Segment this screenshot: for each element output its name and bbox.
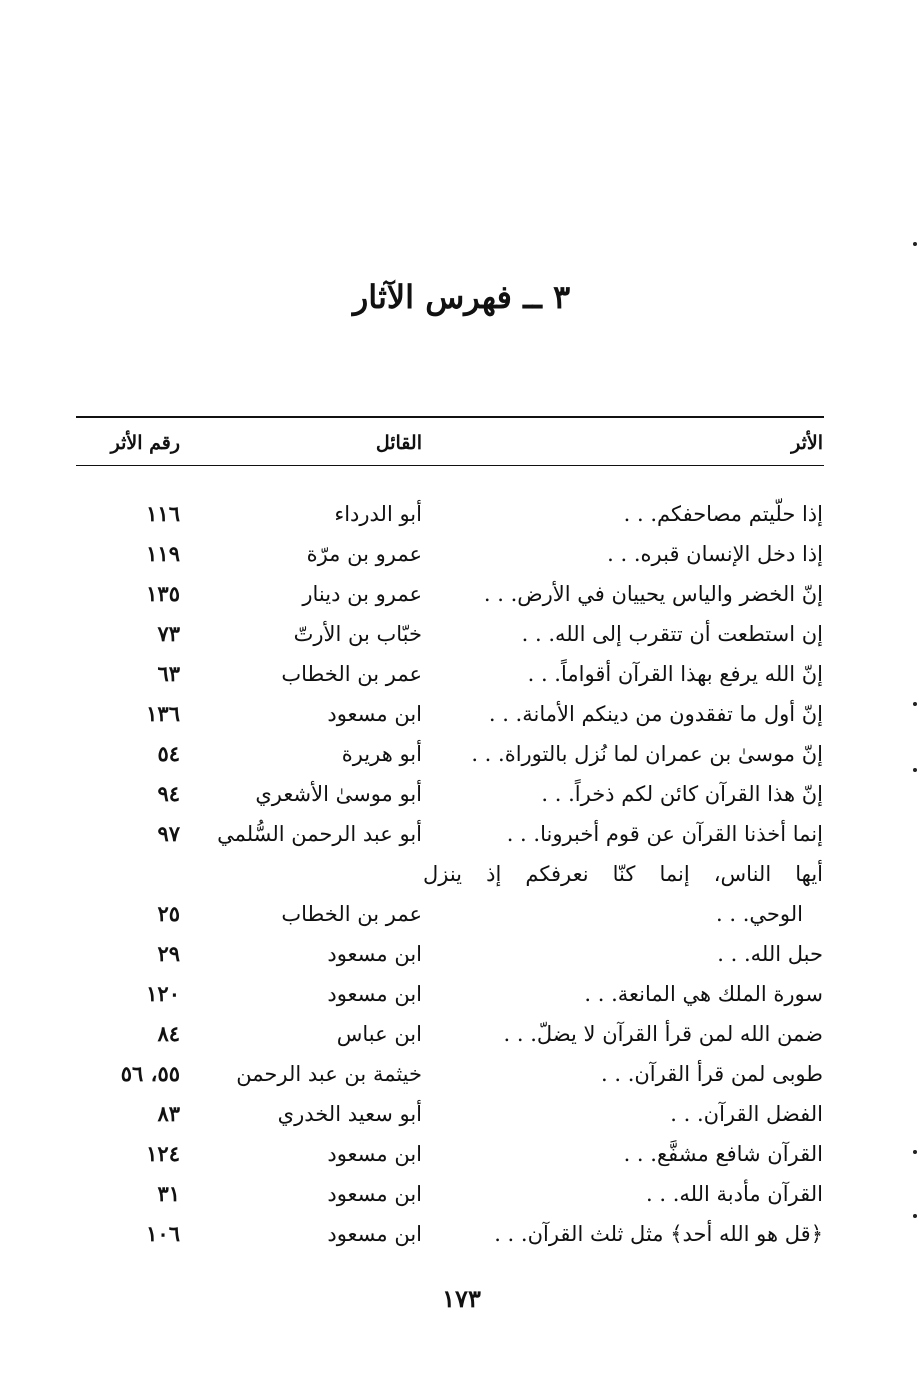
scan-speck (913, 702, 917, 706)
athar-number: ٥٤ (157, 741, 180, 766)
athar-text: حبل الله. . . (717, 942, 823, 966)
narrator: أبو الدرداء (334, 502, 422, 526)
athar-text: الوحي. . . (716, 902, 803, 926)
table-row (0, 894, 923, 934)
athar-number: ٥٥، ٥٦ (120, 1061, 180, 1086)
table-row (0, 614, 923, 654)
table-row (0, 1054, 923, 1094)
table-row (0, 1094, 923, 1134)
athar-text: الفضل القرآن. . . (670, 1102, 823, 1126)
athar-number: ١٢٤ (146, 1141, 180, 1166)
athar-text: أيها الناس، إنما كنّا نعرفكم إذ ينزل (423, 862, 823, 886)
narrator: عمرو بن مرّة (306, 542, 422, 566)
scan-speck (913, 1150, 917, 1154)
narrator: ابن مسعود (327, 1182, 422, 1206)
athar-number: ١١٩ (146, 541, 180, 566)
athar-text: إنّ أول ما تفقدون من دينكم الأمانة. . . (488, 702, 823, 726)
athar-number: ١٠٦ (146, 1221, 180, 1246)
athar-text: إنّ موسىٰ بن عمران لما نُزل بالتوراة. . . (471, 742, 823, 766)
athar-text: ضمن الله لمن قرأ القرآن لا يضلّ. . . (503, 1022, 823, 1046)
narrator: ابن مسعود (327, 1222, 422, 1246)
table-row (0, 934, 923, 974)
narrator: خيثمة بن عبد الرحمن (236, 1062, 422, 1086)
athar-text: إذا حلّيتم مصاحفكم. . . (623, 502, 823, 526)
table-header (0, 432, 923, 462)
athar-number: ٨٤ (157, 1021, 180, 1046)
header-number: رقم الأثر (110, 432, 180, 454)
table-header-rule (76, 465, 824, 466)
table-row (0, 534, 923, 574)
scan-speck (913, 242, 917, 246)
athar-text: سورة الملك هي المانعة. . . (584, 982, 823, 1006)
athar-number: ١٢٠ (146, 981, 180, 1006)
athar-number: ٢٩ (157, 941, 180, 966)
athar-number: ٩٤ (157, 781, 180, 806)
narrator: ابن مسعود (327, 702, 422, 726)
page-number: ١٧٣ (442, 1284, 481, 1313)
narrator: أبو عبد الرحمن السُّلمي (217, 822, 422, 846)
table-row (0, 814, 923, 854)
table-row (0, 654, 923, 694)
narrator: ابن عباس (336, 1022, 422, 1046)
narrator: عمر بن الخطاب (281, 902, 422, 926)
narrator: ابن مسعود (327, 942, 422, 966)
athar-text: إنما أخذنا القرآن عن قوم أخبرونا. . . (506, 822, 823, 846)
athar-text: إنّ الله يرفع بهذا القرآن أقواماً. . . (527, 662, 823, 686)
table-row (0, 1134, 923, 1174)
table-row (0, 1174, 923, 1214)
table-row (0, 974, 923, 1014)
athar-table (0, 494, 923, 1254)
athar-text: إذا دخل الإنسان قبره. . . (607, 542, 823, 566)
athar-text: إنّ هذا القرآن كائن لكم ذخراً. . . (541, 782, 823, 806)
athar-text: إن استطعت أن تتقرب إلى الله. . . (521, 622, 823, 646)
header-athar: الأثر (791, 432, 823, 454)
page-title: ٣ ــ فهرس الآثار (352, 278, 571, 316)
athar-number: ٣١ (157, 1181, 180, 1206)
athar-number: ١٣٦ (146, 701, 180, 726)
athar-number: ٧٣ (157, 621, 180, 646)
scan-speck (913, 768, 917, 772)
athar-text: القرآن مأدبة الله. . . (646, 1182, 823, 1206)
athar-text: ﴿قل هو الله أحد﴾ مثل ثلث القرآن. . . (494, 1222, 823, 1246)
narrator: خبّاب بن الأرتّ (293, 622, 422, 646)
athar-text: إنّ الخضر والياس يحييان في الأرض. . . (483, 582, 823, 606)
table-row (0, 1014, 923, 1054)
scan-speck (913, 1214, 917, 1218)
table-row (0, 774, 923, 814)
table-row (0, 734, 923, 774)
table-row (0, 694, 923, 734)
table-row (0, 854, 923, 894)
narrator: أبو هريرة (341, 742, 422, 766)
narrator: ابن مسعود (327, 1142, 422, 1166)
narrator: عمرو بن دينار (302, 582, 422, 606)
header-qaail: القائل (375, 432, 422, 454)
athar-number: ٨٣ (157, 1101, 180, 1126)
table-row (0, 494, 923, 534)
athar-number: ١١٦ (146, 501, 180, 526)
narrator: أبو موسىٰ الأشعري (255, 782, 422, 806)
narrator: ابن مسعود (327, 982, 422, 1006)
athar-text: طوبى لمن قرأ القرآن. . . (601, 1062, 823, 1086)
table-row (0, 574, 923, 614)
athar-number: ٩٧ (157, 821, 180, 846)
narrator: أبو سعيد الخدري (277, 1102, 422, 1126)
athar-number: ١٣٥ (146, 581, 180, 606)
table-row (0, 1214, 923, 1254)
table-top-rule (76, 416, 824, 418)
narrator: عمر بن الخطاب (281, 662, 422, 686)
athar-number: ٢٥ (157, 901, 180, 926)
athar-number: ٦٣ (157, 661, 180, 686)
athar-text: القرآن شافع مشفَّع. . . (623, 1142, 823, 1166)
